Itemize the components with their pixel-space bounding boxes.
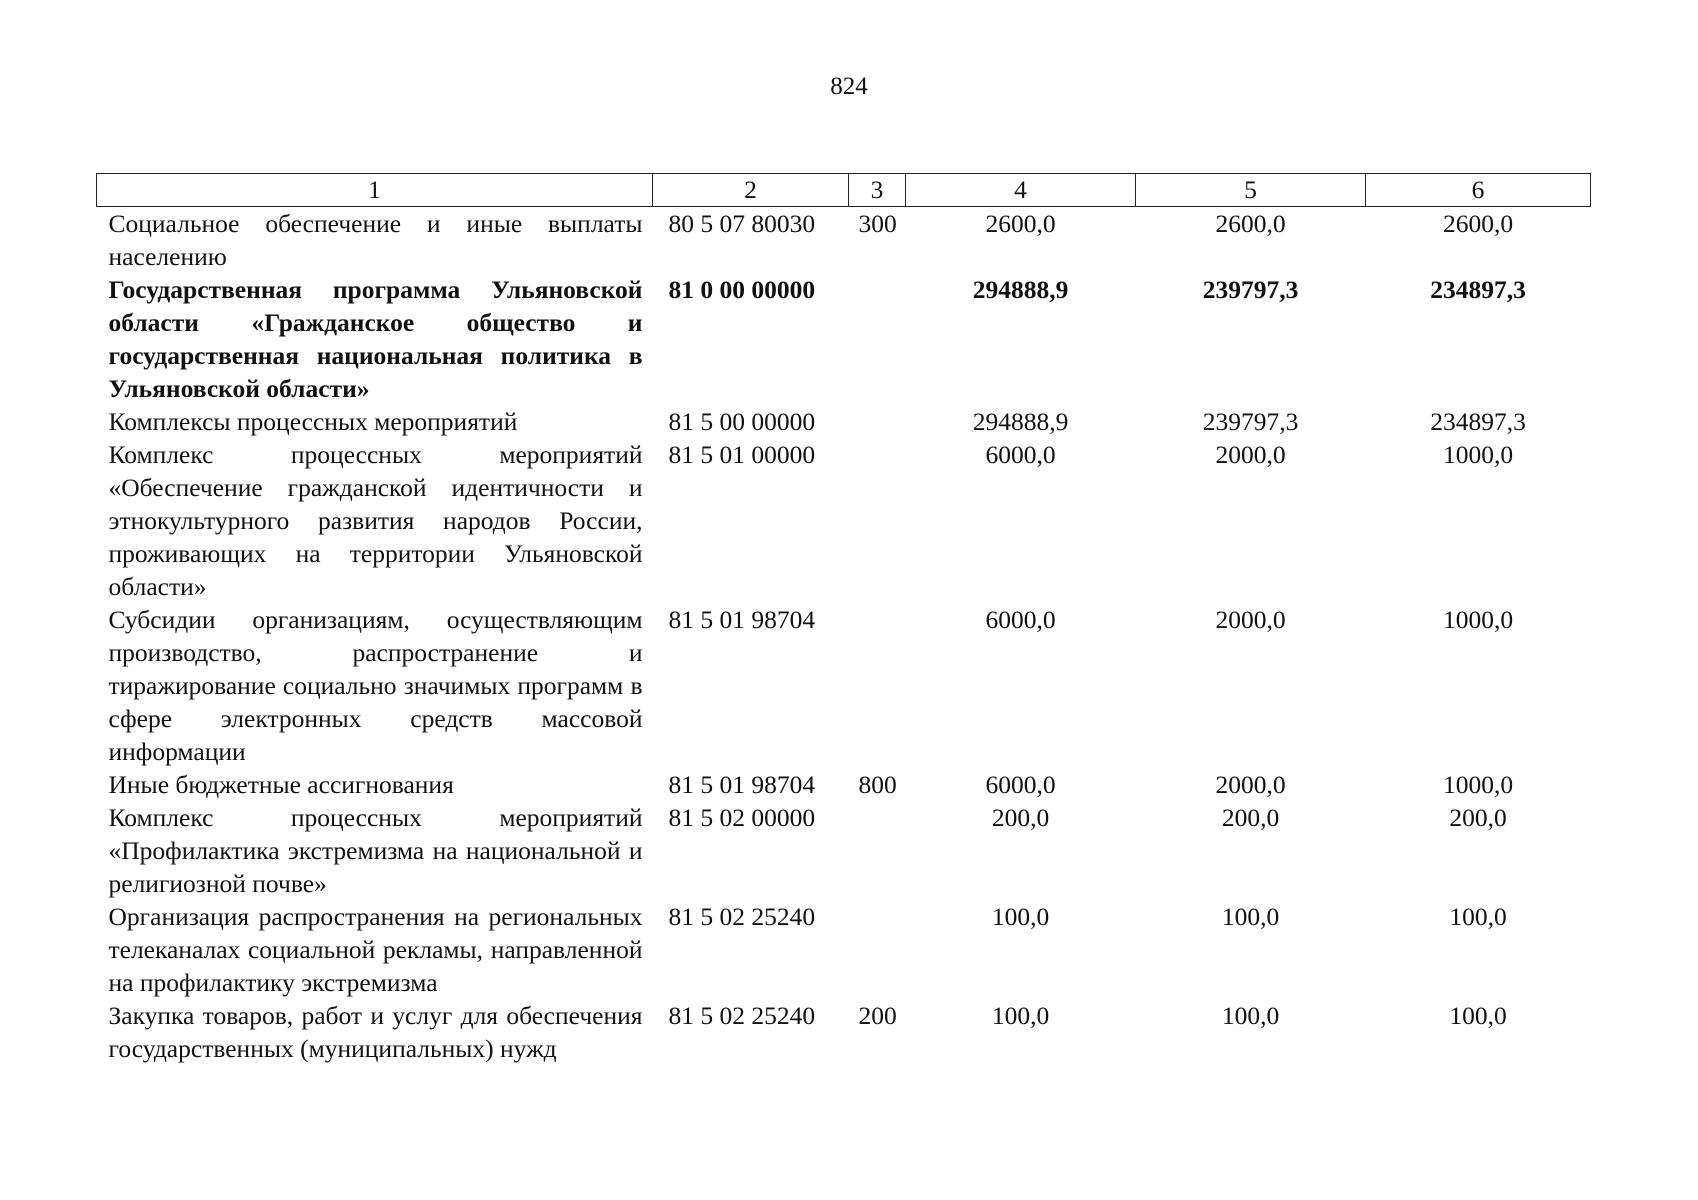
row-value-col-6: 234897,3 <box>1430 407 1526 436</box>
table-row <box>97 207 1591 274</box>
row-value-col-5: 2000,0 <box>1215 605 1286 634</box>
row-value-col-4: 2600,0 <box>985 209 1056 238</box>
row-value-col-6: 200,0 <box>1449 803 1507 832</box>
table-header <box>97 174 1591 207</box>
header-col-5: 5 <box>1136 174 1366 207</box>
row-name: Закупка товаров, работ и услуг для обеспечения государственных (муниципальных) нужд <box>108 1001 643 1063</box>
row-value-col-6: 1000,0 <box>1442 605 1514 634</box>
row-expense-type <box>849 405 906 438</box>
row-name: Иные бюджетные ассигнования <box>108 770 454 799</box>
header-col-6: 6 <box>1366 174 1591 207</box>
row-target-code: 81 0 00 00000 <box>668 275 816 304</box>
row-name: Субсидии организациям, осуществляющим производство, распространение и тиражирование социально значимых программ в сфере электронных средств массовой информации <box>108 605 643 766</box>
row-target-code: 81 5 02 25240 <box>668 1001 816 1030</box>
header-col-1: 1 <box>97 174 653 207</box>
row-name: Комплекс процессных мероприятий «Профилактика экстремизма на национальной и религиозной почве» <box>108 803 643 898</box>
row-target-code: 80 5 07 80030 <box>668 209 816 238</box>
row-target-code: 81 5 01 00000 <box>668 440 816 469</box>
row-expense-type <box>849 801 906 900</box>
row-target-code: 81 5 02 25240 <box>668 902 816 931</box>
budget-table <box>96 173 1591 1065</box>
row-name: Организация распространения на региональных телеканалах социальной рекламы, направленной на профилактику экстремизма <box>108 902 643 997</box>
row-target-code: 81 5 00 00000 <box>668 407 816 436</box>
row-value-col-6: 1000,0 <box>1442 770 1514 799</box>
table-row <box>97 273 1591 405</box>
row-value-col-5: 239797,3 <box>1202 275 1299 304</box>
row-target-code: 81 5 01 98704 <box>668 770 816 799</box>
row-value-col-5: 2000,0 <box>1215 770 1286 799</box>
row-name: Комплекс процессных мероприятий «Обеспечение гражданской идентичности и этнокультурного развития народов России, проживающих на территории Ульяновской области» <box>108 440 643 601</box>
row-value-col-4: 294888,9 <box>972 275 1069 304</box>
table-row <box>97 801 1591 900</box>
row-value-col-6: 100,0 <box>1449 902 1507 931</box>
row-value-col-4: 100,0 <box>991 902 1050 931</box>
row-expense-type <box>849 438 906 603</box>
row-value-col-5: 200,0 <box>1221 803 1280 832</box>
row-expense-type: 200 <box>858 1001 897 1030</box>
row-value-col-6: 2600,0 <box>1442 209 1514 238</box>
row-value-col-6: 100,0 <box>1449 1001 1507 1030</box>
row-value-col-4: 6000,0 <box>985 440 1056 469</box>
row-value-col-5: 239797,3 <box>1202 407 1299 436</box>
row-expense-type <box>849 900 906 999</box>
row-value-col-5: 2000,0 <box>1215 440 1286 469</box>
row-expense-type <box>849 273 906 405</box>
row-expense-type: 300 <box>858 209 897 238</box>
table-row <box>97 999 1591 1065</box>
row-value-col-5: 100,0 <box>1221 902 1280 931</box>
row-value-col-5: 100,0 <box>1221 1001 1280 1030</box>
row-name: Социальное обеспечение и иные выплаты населению <box>108 209 643 271</box>
table-row <box>97 900 1591 999</box>
row-expense-type <box>849 603 906 768</box>
row-value-col-4: 100,0 <box>991 1001 1050 1030</box>
header-col-2: 2 <box>653 174 849 207</box>
header-row <box>97 174 1591 207</box>
table-row <box>97 768 1591 801</box>
row-value-col-4: 294888,9 <box>972 407 1069 436</box>
row-target-code: 81 5 02 00000 <box>668 803 816 832</box>
table-row <box>97 603 1591 768</box>
row-value-col-5: 2600,0 <box>1215 209 1286 238</box>
row-name: Государственная программа Ульяновской области «Гражданское общество и государственная национальная политика в Ульяновской области» <box>108 275 643 403</box>
row-target-code: 81 5 01 98704 <box>668 605 816 634</box>
row-expense-type: 800 <box>858 770 897 799</box>
row-name: Комплексы процессных мероприятий <box>108 407 518 436</box>
header-col-4: 4 <box>906 174 1136 207</box>
table-row <box>97 405 1591 438</box>
page-number: 824 <box>830 73 868 100</box>
row-value-col-4: 200,0 <box>991 803 1050 832</box>
table-body <box>97 207 1591 1066</box>
row-value-col-4: 6000,0 <box>985 770 1056 799</box>
row-value-col-4: 6000,0 <box>985 605 1056 634</box>
row-value-col-6: 234897,3 <box>1430 275 1526 304</box>
row-value-col-6: 1000,0 <box>1442 440 1514 469</box>
header-col-3: 3 <box>849 174 906 207</box>
table-row <box>97 438 1591 603</box>
